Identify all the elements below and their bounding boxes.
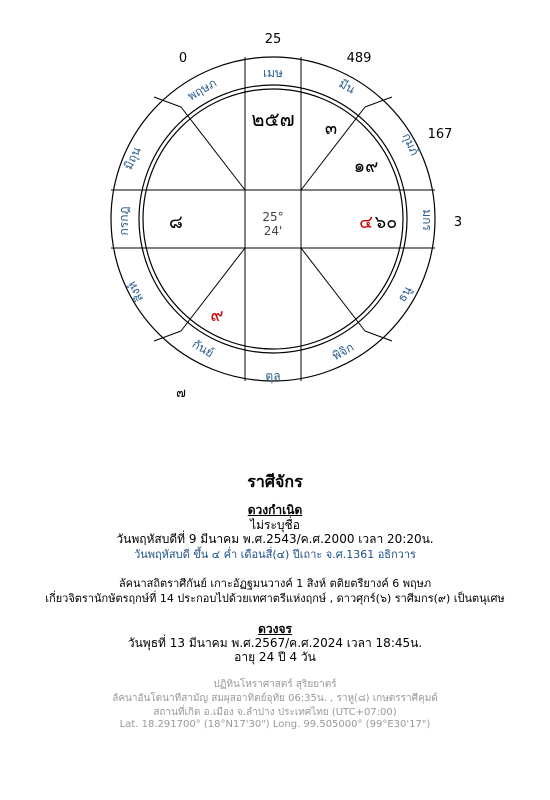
outer-number-top: 25 xyxy=(264,32,282,47)
center-degree: 25° xyxy=(262,210,284,224)
house-right-mid-red-planet: ๔ xyxy=(359,212,373,233)
house-bottom-left-red-planet: ๙ xyxy=(210,305,224,326)
footer-coordinates: Lat. 18.291700° (18°N17'30") Long. 99.505000° (99°E30'17") xyxy=(119,719,431,730)
sign-label-cancer: กรกฎ xyxy=(117,206,131,236)
sign-label-scorpio: พิจิก xyxy=(329,339,357,364)
outer-number-bottom-left: ๗ xyxy=(176,386,186,401)
chart-title: ราศีจักร xyxy=(247,472,303,491)
person-name: ไม่ระบุชื่อ xyxy=(250,518,300,532)
sign-label-gemini: มิถุน xyxy=(121,144,144,172)
transit-heading: ดวงจร xyxy=(258,622,292,636)
transit-date: วันพุธที่ 13 มีนาคม พ.ศ.2567/ค.ศ.2024 เวลา 18:45น. xyxy=(127,636,423,650)
sign-label-sagittarius: ธนู xyxy=(394,283,415,305)
house-right-upper-planets: ๑๙ xyxy=(353,156,379,177)
footer-calendar: ปฏิทินโหราศาสตร์ สุริยยาตร์ xyxy=(213,679,337,690)
house-right-mid-planets: ๖๐ xyxy=(374,212,398,233)
house-top-right-planets: ๓ xyxy=(324,118,338,139)
outer-number-right-upper: 167 xyxy=(427,127,453,142)
sign-label-capricorn: มกร xyxy=(420,209,434,231)
nakshatra-line: เกี่ยวจิตรานักษัตรฤกษ์ที่ 14 ประกอบไปด้วยเทศาตรีแห่งฤกษ์ , ดาวศุกร์(๖) ราศีมกร(๙) เป็นตนุเศษ xyxy=(45,592,505,605)
lagna-line: ลัคนาสถิตราศีกันย์ เกาะอัฏฐมนวางค์ 1 สิงห์ ตติยตรียางค์ 6 พฤษภ xyxy=(118,577,432,590)
sign-label-libra: ตุล xyxy=(265,369,281,383)
outer-number-top-left: 0 xyxy=(178,51,188,66)
sign-label-leo: สิงห์ xyxy=(124,279,147,305)
birth-thai-date: วันพฤหัสบดี ขึ้น ๔ ค่ำ เดือนสี่(๔) ปีเถาะ จ.ศ.1361 อธิกวาร xyxy=(134,548,416,561)
birth-heading: ดวงกำเนิด xyxy=(247,503,303,517)
sign-label-aries: เมษ xyxy=(263,66,283,80)
outer-number-top-right: 489 xyxy=(346,51,372,66)
sign-label-aquarius: กุมภ์ xyxy=(399,130,422,158)
birth-date: วันพฤหัสบดีที่ 9 มีนาคม พ.ศ.2543/ค.ศ.2000 เวลา 20:20น. xyxy=(116,532,434,546)
sign-label-virgo: กันย์ xyxy=(189,336,217,361)
house-left-planets: ๘ xyxy=(169,212,183,233)
house-top-planets: ๒๕๗ xyxy=(251,107,295,131)
outer-number-right-mid: 3 xyxy=(453,215,463,230)
center-minute: 24' xyxy=(263,224,283,238)
footer-place: สถานที่เกิด อ.เมือง จ.ลำปาง ประเทศไทย (UTC+07:00) xyxy=(153,707,397,718)
footer-sunrise: ลัคนาอันโตนาทีสามัญ สมผุสอาทิตย์อุทัย 06:35น. , ราหู(๘) เกษตรราศีคุมด์ xyxy=(112,693,438,704)
sign-label-taurus: พฤษภ xyxy=(185,75,219,104)
sign-label-pisces: มีน xyxy=(336,76,358,97)
age: อายุ 24 ปี 4 วัน xyxy=(234,650,316,664)
